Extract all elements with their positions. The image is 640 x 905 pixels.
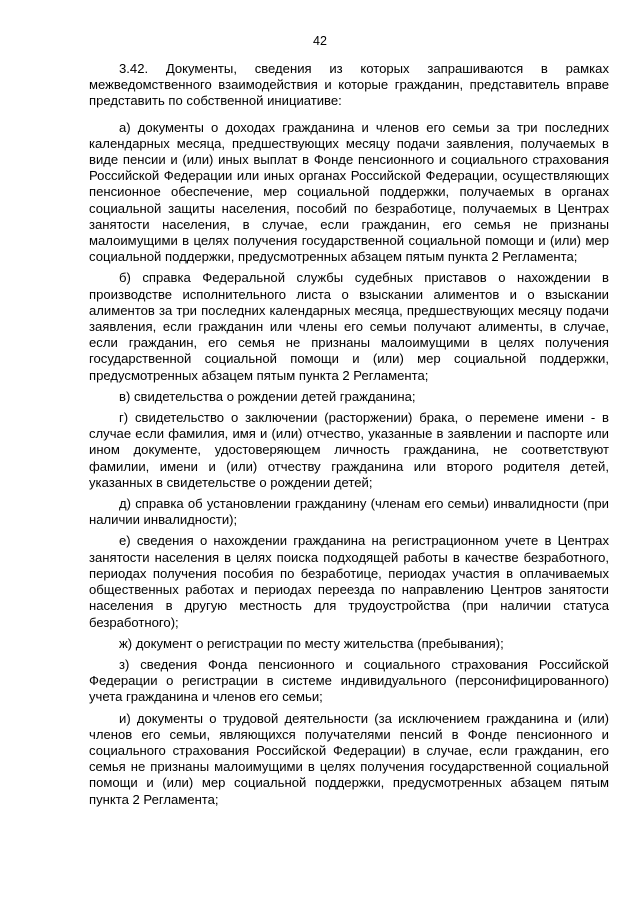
list-item-i: и) документы о трудовой деятельности (за исключением гражданина и (или) членов его семьи, являющихся получателями пенсий в Фонде пенсионного и социального страхования Российской Федерации) в случае, если гражданин, его семья не признаны малоимущими в целях получения государственной социальной помощи и (или) мер социальной поддержки, предусмотренных абзацем пятым пункта 2 Регламента;: [89, 710, 609, 807]
section-intro-paragraph: 3.42. Документы, сведения из которых запрашиваются в рамках межведомственного взаимодействия и которые гражданин, представитель вправе представить по собственной инициативе:: [89, 61, 609, 109]
list-item-v: в) свидетельства о рождении детей гражданина;: [119, 388, 416, 404]
page-number: 42: [313, 34, 327, 48]
list-item-b: б) справка Федеральной службы судебных приставов о нахождении в производстве исполнительного листа о взыскании алиментов и о взыскании алиментов за три последних календарных месяца, предшествующих месяцу подачи заявления, если гражданин или члены его семьи получают алименты, в случае, если гражданин, его семья не признаны малоимущими в целях получения государственной социальной помощи и (или) мер социальной поддержки, предусмотренных абзацем пятым пункта 2 Регламента;: [89, 270, 609, 383]
list-item-g: г) свидетельство о заключении (расторжении) брака, о перемене имени - в случае если фамилия, имя и (или) отчество, указанные в заявлении и паспорте или ином документе, удостоверяющем личность гражданина, не соответствуют фамилии, имени и (или) отчеству гражданина или второго родителя детей, указанных в свидетельстве о рождении детей;: [89, 410, 609, 490]
document-body: [89, 61, 609, 813]
list-item-zh: ж) документ о регистрации по месту жительства (пребывания);: [119, 635, 504, 651]
list-item-z: з) сведения Фонда пенсионного и социального страхования Российской Федерации о регистрации в системе индивидуального (персонифицированного) учета гражданина и членов его семьи;: [89, 656, 609, 705]
list-item-d: д) справка об установлении гражданину (членам его семьи) инвалидности (при наличии инвалидности);: [89, 496, 609, 528]
list-item-a: а) документы о доходах гражданина и членов его семьи за три последних календарных месяца, предшествующих месяцу подачи заявления, получаемых в виде пенсии и (или) иных выплат в Фонде пенсионного и социального страхования Российской Федерации или иных органах Российской Федерации, осуществляющих пенсионное обеспечение, мер социальной поддержки, получаемых в органах социальной защиты населения, пособий по безработице, получаемых в Центрах занятости населения, в случае, если гражданин, его семья не признаны малоимущими в целях получения государственной социальной помощи и (или) мер социальной поддержки, предусмотренных абзацем пятым пункта 2 Регламента;: [89, 119, 609, 265]
list-item-e: е) сведения о нахождении гражданина на регистрационном учете в Центрах занятости населения в целях поиска подходящей работы в качестве безработного, периодах получения пособия по безработице, периодах участия в оплачиваемых общественных работах и периодах переезда по направлению Центров занятости населения в другую местность для трудоустройства (при наличии статуса безработного);: [89, 533, 609, 630]
